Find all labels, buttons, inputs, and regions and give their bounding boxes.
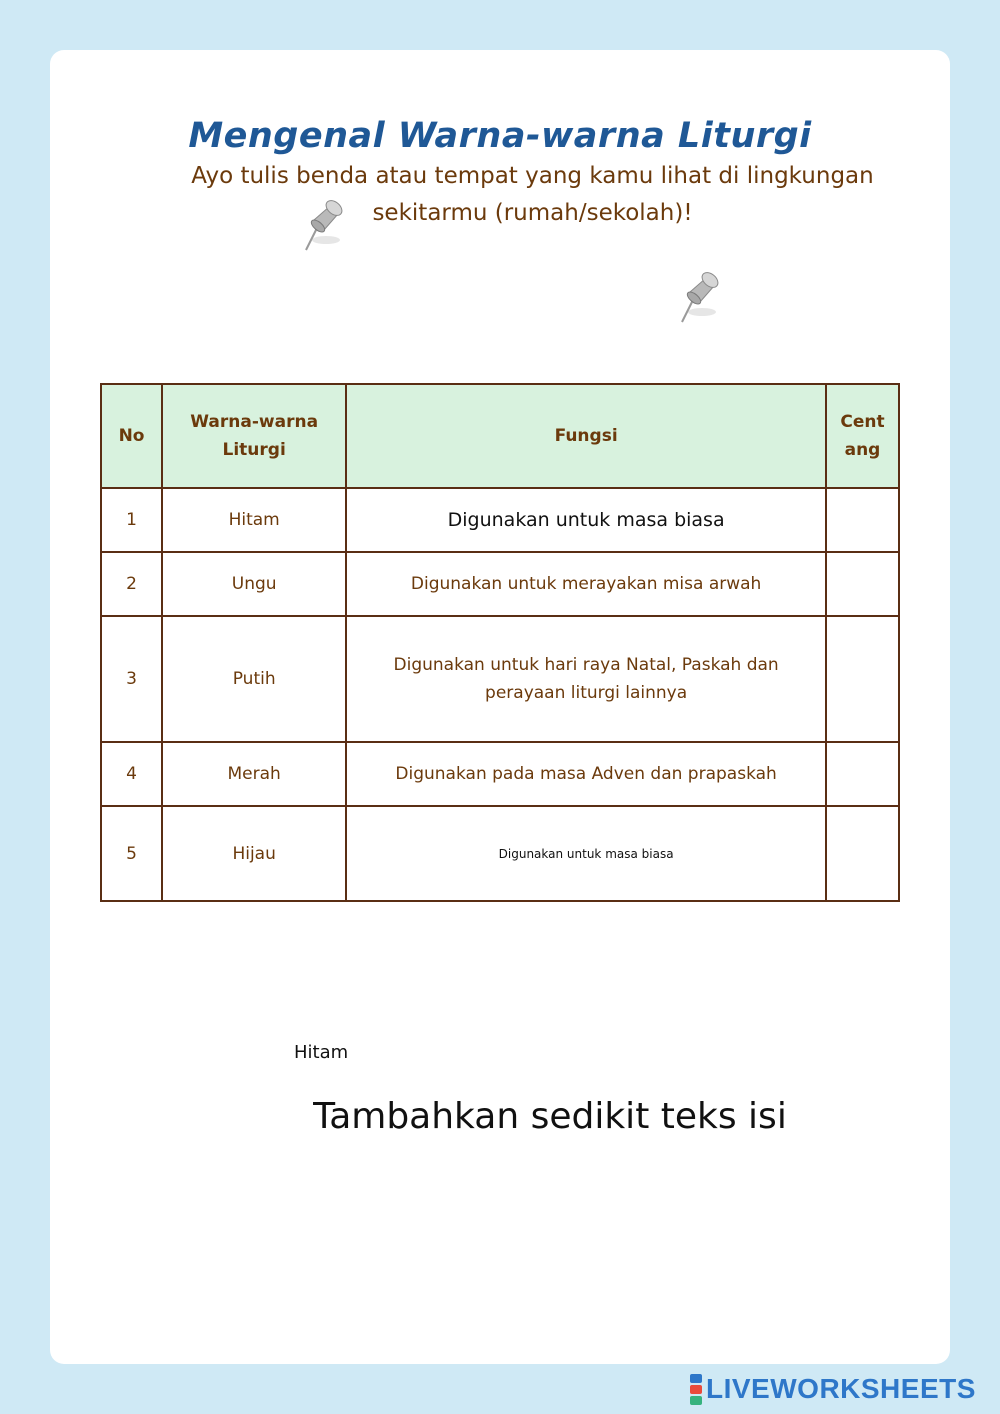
- table-row: [101, 616, 899, 742]
- row-no: 5: [101, 806, 162, 901]
- liturgy-colors-table: [100, 383, 900, 902]
- header-check-line-1: Cent: [840, 412, 885, 432]
- row-color: Hitam: [162, 488, 346, 552]
- table-row: [101, 488, 899, 552]
- header-check: [826, 384, 899, 488]
- row-function-answer[interactable]: Digunakan untuk masa biasa: [346, 488, 826, 552]
- instruction-line-1: Ayo tulis benda atau tempat yang kamu lihat di lingkungan: [191, 163, 874, 189]
- row-function: [346, 616, 826, 742]
- row-function: Digunakan untuk merayakan misa arwah: [346, 552, 826, 616]
- row-color: Merah: [162, 742, 346, 806]
- logo-text: LIVEWORKSHEETS: [706, 1373, 976, 1404]
- header-no: No: [101, 384, 162, 488]
- row-color: Hijau: [162, 806, 346, 901]
- row-check-cell[interactable]: [826, 616, 899, 742]
- table-row: [101, 742, 899, 806]
- pushpin-icon: [672, 268, 724, 326]
- row-check-cell[interactable]: [826, 806, 899, 901]
- row-check-cell[interactable]: [826, 552, 899, 616]
- pushpin-icon: [296, 196, 348, 254]
- header-check-line-2: ang: [844, 440, 881, 460]
- header-color-line-1: Warna-warna: [190, 412, 319, 432]
- row-color: Ungu: [162, 552, 346, 616]
- header-function: Fungsi: [346, 384, 826, 488]
- row-no: 1: [101, 488, 162, 552]
- row-check-cell[interactable]: [826, 742, 899, 806]
- row-check-cell[interactable]: [826, 488, 899, 552]
- logo-mark-icon: [690, 1374, 702, 1405]
- instruction-line-2: sekitarmu (rumah/sekolah)!: [372, 200, 693, 226]
- row-color: Putih: [162, 616, 346, 742]
- row-function-line-2: perayaan liturgi lainnya: [485, 683, 688, 703]
- row-function-line-1: Digunakan untuk hari raya Natal, Paskah dan: [393, 655, 779, 675]
- table-header-row: [101, 384, 899, 488]
- row-function: Digunakan pada masa Adven dan prapaskah: [346, 742, 826, 806]
- row-no: 4: [101, 742, 162, 806]
- header-color: [162, 384, 346, 488]
- row-no: 3: [101, 616, 162, 742]
- liveworksheets-logo[interactable]: [690, 1372, 976, 1406]
- page-title: Mengenal Warna-warna Liturgi: [188, 116, 812, 156]
- answer-input[interactable]: Hitam: [294, 1042, 349, 1063]
- instruction-text: [170, 158, 895, 232]
- table-row: [101, 806, 899, 901]
- row-no: 2: [101, 552, 162, 616]
- filler-text: Tambahkan sedikit teks isi: [313, 1096, 787, 1137]
- table-row: [101, 552, 899, 616]
- row-function-answer[interactable]: Digunakan untuk masa biasa: [346, 806, 826, 901]
- header-color-line-2: Liturgi: [222, 440, 286, 460]
